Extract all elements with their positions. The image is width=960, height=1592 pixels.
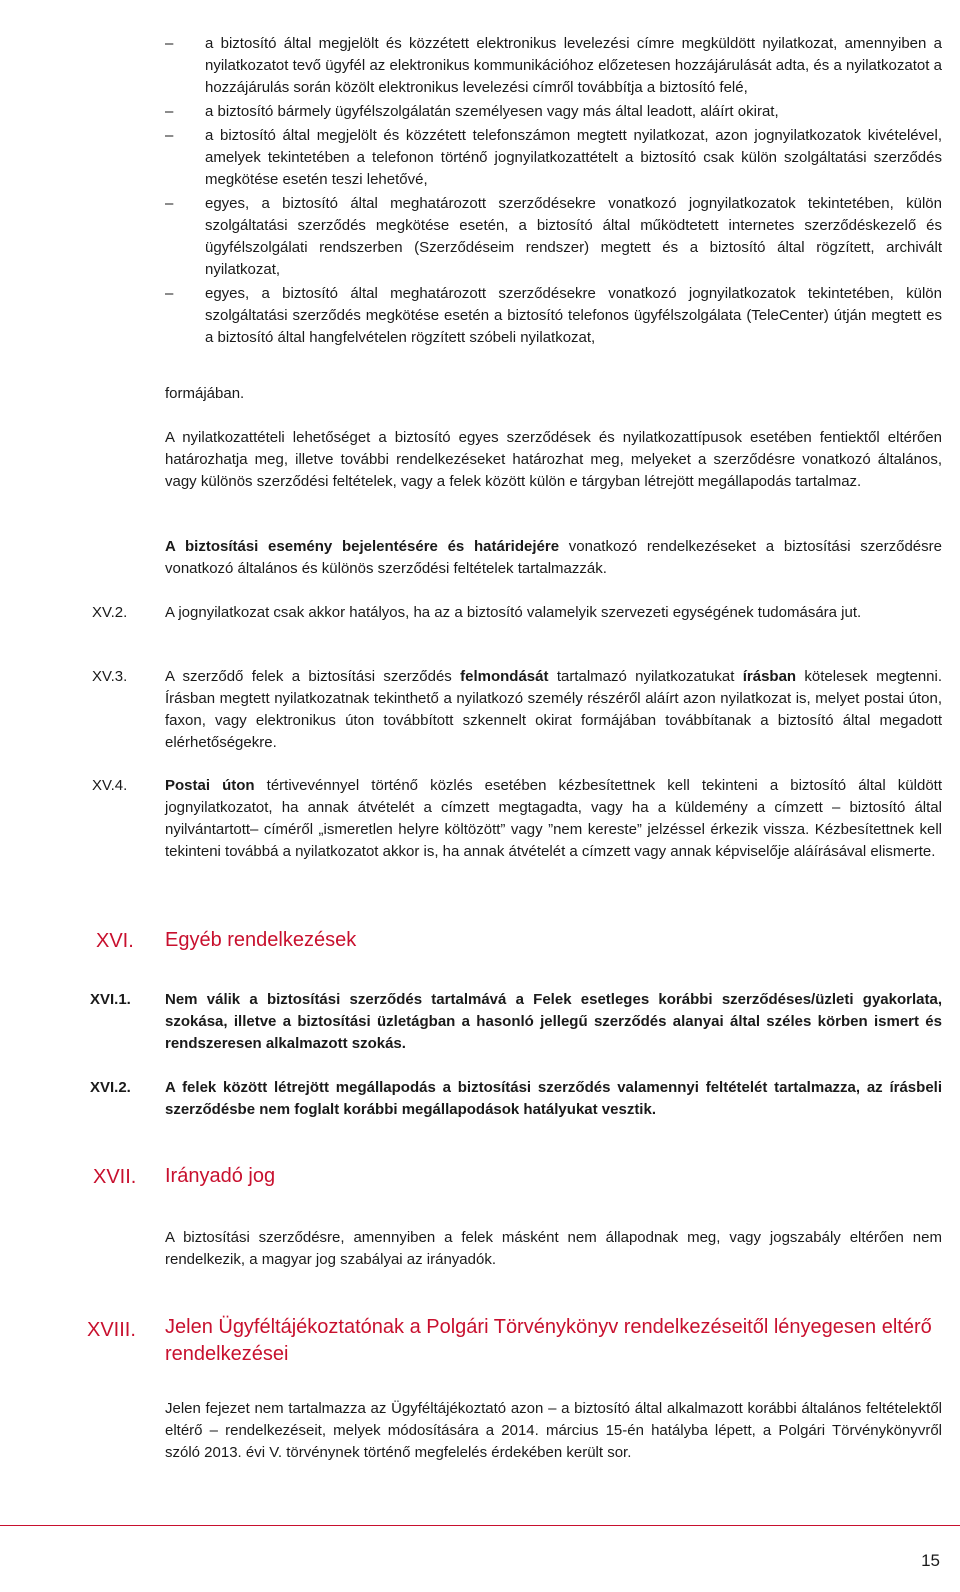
formajaban-text: formájában. bbox=[165, 385, 245, 402]
clause-text-xv4 bbox=[165, 775, 942, 863]
bullet-list bbox=[165, 33, 942, 351]
clause-text-xv2: A jognyilatkozat csak akkor hatályos, ha az a biztosító valamelyik szervezeti egységének tudomására jut. bbox=[165, 604, 862, 621]
clause-text-part: kötelesek megtenni. Írásban megtett nyilatkozatnak tekinthető a nyilatkozó személy részéről aláírt azon nyilatkozat is, melyet postai úton, faxon, vagy elektronikus úton továbbított szkennelt okirat formájában továbbítanak a biztosító által megadott elérhetőségekre. bbox=[165, 668, 942, 751]
bejelentes-bold: A biztosítási esemény bejelentésére és határidejére bbox=[165, 538, 560, 555]
list-item bbox=[165, 125, 942, 191]
bullet-text: a biztosító bármely ügyfélszolgálatán személyesen vagy más által leadott, aláírt okirat, bbox=[205, 103, 779, 120]
ptk-paragraph: Jelen fejezet nem tartalmazza az Ügyféltájékoztató azon – a biztosító által alkalmazott korábbi általános feltételektől eltérő – rendelkezéseit, melyek módosítására a 2014. március 15-én hatályba lépett, a Polgári Törvénykönyvről szóló 2013. évi V. törvénynek történő megfelelés érdekében került sor. bbox=[165, 1400, 942, 1461]
bullet-text: egyes, a biztosító által meghatározott szerződésekre vonatkozó jognyilatkozatok tekintetében, külön szolgáltatási szerződés megkötése esetén, a biztosító által működtetett internetes szerződéskezelő és ügyfélszolgálati rendszerben (Szerződéseim rendszer) megtett és a biztosító által rögzített, archivált nyilatkozat, bbox=[205, 195, 942, 278]
section-number-xviii: XVIII. bbox=[87, 1319, 136, 1341]
clause-bold-part: írásban bbox=[742, 668, 797, 685]
footer-divider bbox=[0, 1525, 960, 1526]
dash-marker: – bbox=[165, 35, 174, 52]
clause-number-xv2: XV.2. bbox=[92, 604, 128, 621]
clause-number-xv3: XV.3. bbox=[92, 668, 128, 685]
clause-number-xv4: XV.4. bbox=[92, 777, 128, 794]
irany-jog-paragraph: A biztosítási szerződésre, amennyiben a felek másként nem állapodnak meg, vagy jogszabály eltérően nem rendelkezik, a magyar jog szabályai az irányadók. bbox=[165, 1229, 942, 1268]
clause-text-xvi2: A felek között létrejött megállapodás a biztosítási szerződés valamennyi feltételét tartalmazza, az írásbeli szerződésbe nem foglalt korábbi megállapodások hatályukat vesztik. bbox=[165, 1079, 942, 1118]
section-number-xvii: XVII. bbox=[93, 1166, 137, 1188]
nyilatkozattetel-paragraph: A nyilatkozattételi lehetőséget a biztosító egyes szerződések és nyilatkozattípusok esetében fentiektől eltérően határozhatja meg, illetve további rendelkezéseket határozhat meg, melyeket a szerződésre vonatkozó általános, vagy különös szerződési feltételek, vagy a felek között külön e tárgyban létrejött megállapodás tartalmaz. bbox=[165, 429, 942, 490]
bullet-text: egyes, a biztosító által meghatározott szerződésekre vonatkozó jognyilatkozatok tekintetében, külön szolgáltatási szerződés megkötése esetén a biztosító telefonos ügyfélszolgálata (TeleCenter) útján megtett es a biztosító által hangfelvételen rögzített szóbeli nyilatkozat, bbox=[205, 285, 942, 346]
bullet-text: a biztosító által megjelölt és közzétett telefonszámon megtett nyilatkozat, azon jognyilatkozatok kivételével, amelyek tekintetében a telefonon történő jognyilatkozattételt a biztosító csak külön szolgáltatási szerződés megkötése esetén teszi lehetővé, bbox=[205, 127, 942, 188]
clause-bold-part: felmondását bbox=[460, 668, 549, 685]
dash-marker: – bbox=[165, 127, 174, 144]
page-number: 15 bbox=[921, 1551, 940, 1570]
bullet-text: a biztosító által megjelölt és közzétett elektronikus levelezési címre megküldött nyilatkozat, amennyiben a nyilatkozatot tevő ügyfél az elektronikus kommunikációhoz előzetesen hozzájárulását adta, és a nyilatkozatot a hozzájárulás során közölt elektronikus levelezési címről továbbítja a biztosító felé, bbox=[205, 35, 942, 96]
clause-number-xvi2: XVI.2. bbox=[90, 1079, 131, 1096]
dash-marker: – bbox=[165, 195, 174, 212]
section-number-xvi: XVI. bbox=[96, 930, 134, 952]
section-title-xviii: Jelen Ügyféltájékoztatónak a Polgári Törvénykönyv rendelkezéseitől lényegesen eltérő rendelkezései bbox=[165, 1316, 932, 1365]
list-item bbox=[165, 33, 942, 99]
clause-text-part: A szerződő felek a biztosítási szerződés bbox=[165, 668, 461, 685]
dash-marker: – bbox=[165, 103, 174, 120]
list-item bbox=[165, 101, 942, 123]
bejelentes-paragraph bbox=[165, 536, 942, 580]
dash-marker: – bbox=[165, 285, 174, 302]
bejelentes-rest: vonatkozó rendelkezéseket a biztosítási szerződésre vonatkozó általános és különös szerződési feltételek tartalmazzák. bbox=[165, 538, 942, 577]
section-title-xvi: Egyéb rendelkezések bbox=[165, 929, 357, 951]
list-item bbox=[165, 283, 942, 349]
clause-text-xv3 bbox=[165, 666, 942, 754]
clause-text-part: tértivevénnyel történő közlés esetében kézbesítettnek kell tekinteni a biztosító által küldött jognyilatkozatot, ha annak átvételét a címzett megtagadta, vagy ha a küldemény a címzett – biztosító által nyilvántartott– címéről „ismeretlen helyre költözött” vagy ”nem kereste” jelzéssel érkezik vissza. Kézbesítettnek kell tekinteni továbbá a nyilatkozatot akkor is, ha annak átvételét a címzett vagy annak képviselője aláírásával elismerte. bbox=[165, 777, 942, 860]
section-title-xvii: Irányadó jog bbox=[165, 1165, 276, 1187]
clause-text-part: tartalmazó nyilatkozatukat bbox=[548, 668, 743, 685]
clause-bold-part: Postai úton bbox=[165, 777, 255, 794]
clause-text-xvi1: Nem válik a biztosítási szerződés tartalmává a Felek esetleges korábbi szerződéses/üzleti gyakorlata, szokása, illetve a biztosítási üzletágban a hasonló jellegű szerződés alanyai által széles körben ismert és rendszeresen alkalmazott szokás. bbox=[165, 991, 942, 1052]
list-item bbox=[165, 193, 942, 281]
clause-number-xvi1: XVI.1. bbox=[90, 991, 131, 1008]
